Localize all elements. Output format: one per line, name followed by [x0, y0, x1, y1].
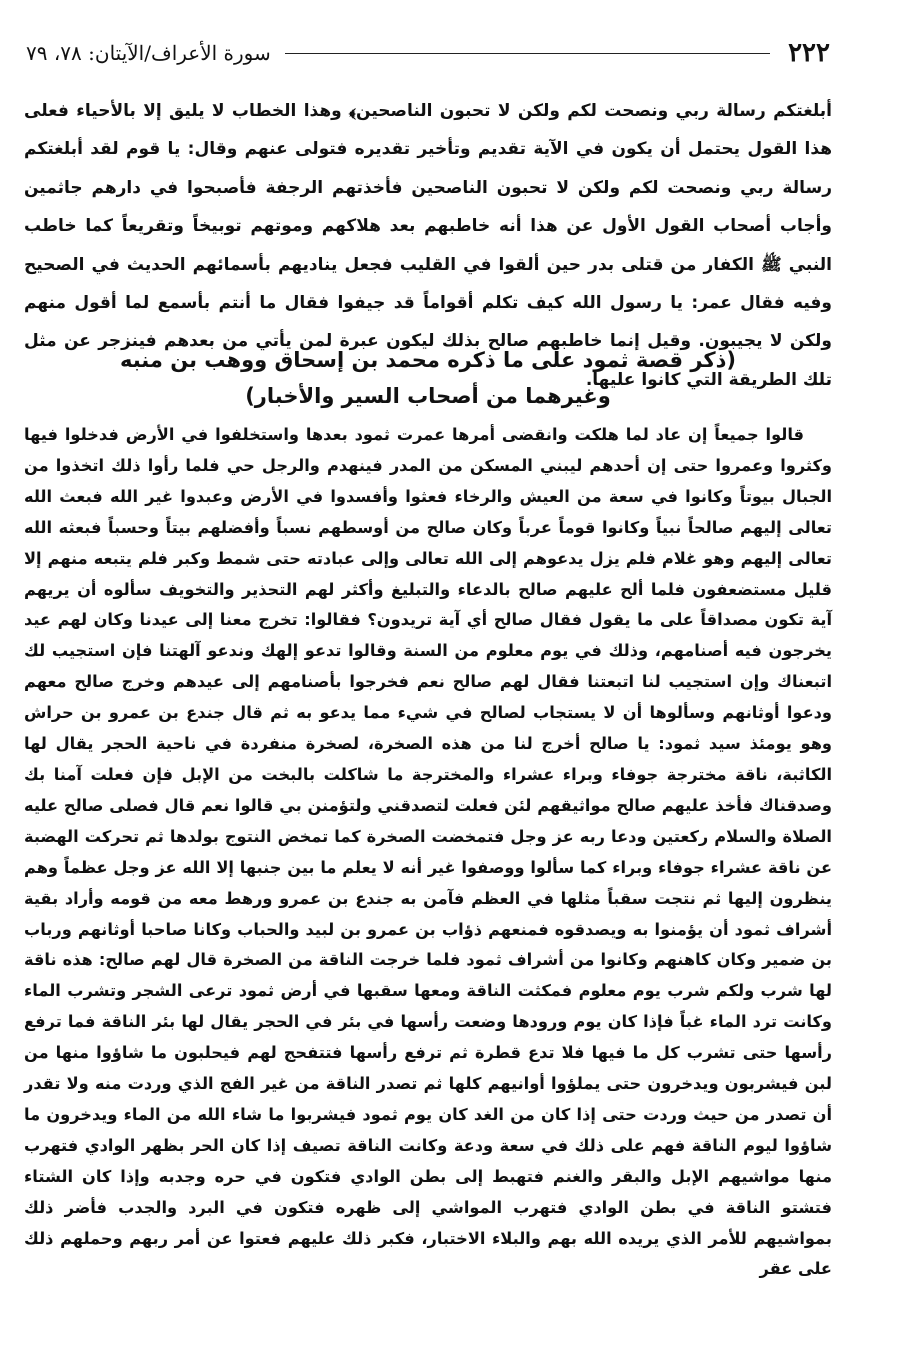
header-rule	[285, 53, 770, 54]
surah-reference: سورة الأعراف/الآيتان: ٧٨، ٧٩	[26, 41, 271, 65]
section-heading	[24, 342, 832, 414]
page-number: ٢٢٢	[788, 38, 830, 68]
section-heading-line-2: وغيرهما من أصحاب السير والأخبار)	[245, 384, 611, 408]
section-heading-line-1: (ذكر قصة ثمود على ما ذكره محمد بن إسحاق ووهب بن منبه	[120, 348, 736, 372]
story-paragraph-block	[24, 420, 832, 1285]
page-header	[26, 36, 830, 70]
story-paragraph: قالوا جميعاً إن عاد لما هلكت وانقضى أمرها عمرت ثمود بعدها واستخلفوا في الأرض فدخلوا فيها وكثروا وعمروا حتى إن أحدهم ليبني المسكن من المدر فينهدم والرجل حي فلما رأوا ذلك اتخذوا من الجبال بيوتاً وكانوا في سعة من العيش والرخاء فعثوا وأفسدوا في الأرض وعبدوا غير الله فبعث الله تعالى إليهم صالحاً نبياً وكانوا قوماً عرباً وكان صالح من أوسطهم نسباً وأفضلهم بيتاً وحسباً فبعثه الله تعالى إليهم وهو غلام فلم يزل يدعوهم إلى الله تعالى وإلى عبادته حتى شمط وكبر فلم يتبعه منهم إلا قليل مستضعفون فلما ألح عليهم صالح بالدعاء والتبليغ وأكثر لهم التحذير والتخويف سألوه أن يريهم آية تكون مصداقاً على ما يقول فقال صالح أي آية تريدون؟ فقالوا: تخرج معنا إلى عيدنا وكان لهم عيد يخرجون فيه أصنامهم، وذلك في يوم معلوم من السنة وقالوا تدعو إلهك وندعو آلهتنا فإن استجيب لك اتبعناك وإن استجيب لنا اتبعتنا فقال لهم صالح نعم فخرجوا بأصنامهم إلى عيدهم وخرج صالح معهم ودعوا أوثانهم وسألوها أن لا يستجاب لصالح في شيء مما يدعو به ثم قال جندع بن عمرو بن حراش وهو يومئذ سيد ثمود: يا صالح أخرج لنا من هذه الصخرة، لصخرة منفردة في ناحية الحجر يقال لها الكاثبة، ناقة مخترجة جوفاء وبراء عشراء والمخترجة ما شاكلت بالبخت من الإبل فإن فعلت آمنا بك وصدقناك فأخذ عليهم صالح مواثيقهم لئن فعلت لتصدقني ولتؤمنن بي قالوا نعم قال فصلى صالح عليه الصلاة والسلام ركعتين ودعا ربه عز وجل فتمخضت الصخرة كما تمخض النتوج بولدها ثم تحركت الهضبة عن ناقة عشراء جوفاء وبراء كما سألوا ووصفوا غير أنه لا يعلم ما بين جنبها إلا الله عز وجل عظماً وهم ينظرون إليها ثم نتجت سقباً مثلها في العظم فآمن به جندع بن عمرو ورهط معه من قومه وأراد بقية أشراف ثمود أن يؤمنوا به ويصدقوه فمنعهم ذؤاب بن عمرو بن لبيد والحباب وكانا صاحبا أوثانهم ورباب بن ضمير وكان كاهنهم وكانوا من أشراف ثمود فلما خرجت الناقة من الصخرة قال لهم صالح: هذه ناقة لها شرب ولكم شرب يوم معلوم فمكثت الناقة ومعها سقبها في أرض ثمود ترعى الشجر وتشرب الماء وكانت ترد الماء غباً فإذا كان يوم ورودها وضعت رأسها في بئر في الحجر يقال لها بئر الناقة فما ترفع رأسها حتى تشرب كل ما فيها فلا تدع قطرة ثم ترفع رأسها فتتفحج لهم فيحلبون ما شاؤوا منها من لبن فيشربون ويدخرون حتى يملؤوا أوانيهم كلها ثم تصدر الناقة من غير الفج الذي وردت منه ولا تقدر أن تصدر من حيث وردت حتى إذا كان من الغد كان يوم ثمود فيشربوا ما شاء الله من الماء ويدخرون ما شاؤوا ليوم الناقة فهم على ذلك في سعة ودعة وكانت الناقة تصيف إذا كان الحر بظهر الوادي فتهرب منها مواشيهم الإبل والبقر والغنم فتهبط إلى بطن الوادي فتكون في حره وجدبه وإذا كان الشتاء فتشتو الناقة في بطن الوادي فتهرب المواشي إلى ظهره فتكون في البرد والجدب فأضر ذلك بمواشيهم للأمر الذي يريده الله بهم والبلاء الاختبار، فكبر ذلك عليهم فعتوا عن أمر ربهم وحملهم ذلك على عقر	[24, 425, 832, 1279]
intro-paragraph: أبلغتكم رسالة ربي ونصحت لكم ولكن لا تحبون الناصحين﴾ وهذا الخطاب لا يليق إلا بالأحياء فعلى هذا القول يحتمل أن يكون في الآية تقديم وتأخير تقديره فتولى عنهم وقال: يا قوم لقد أبلغتكم رسالة ربي ونصحت لكم ولكن لا تحبون الناصحين فأخذتهم الرجفة فأصبحوا في دارهم جاثمين وأجاب أصحاب القول الأول عن هذا أنه خاطبهم بعد هلاكهم وموتهم توبيخاً وتقريعاً كما خاطب النبي ﷺ الكفار من قتلى بدر حين ألقوا في القليب فجعل يناديهم بأسمائهم الحديث في الصحيح وفيه فقال عمر: يا رسول الله كيف تكلم أقواماً قد جيفوا فقال ما أنتم بأسمع لما أقول منهم ولكن لا يجيبون. وقيل إنما خاطبهم صالح بذلك ليكون عبرة لمن يأتي من بعدهم فينزجر عن مثل تلك الطريقة التي كانوا عليها.	[24, 101, 832, 390]
